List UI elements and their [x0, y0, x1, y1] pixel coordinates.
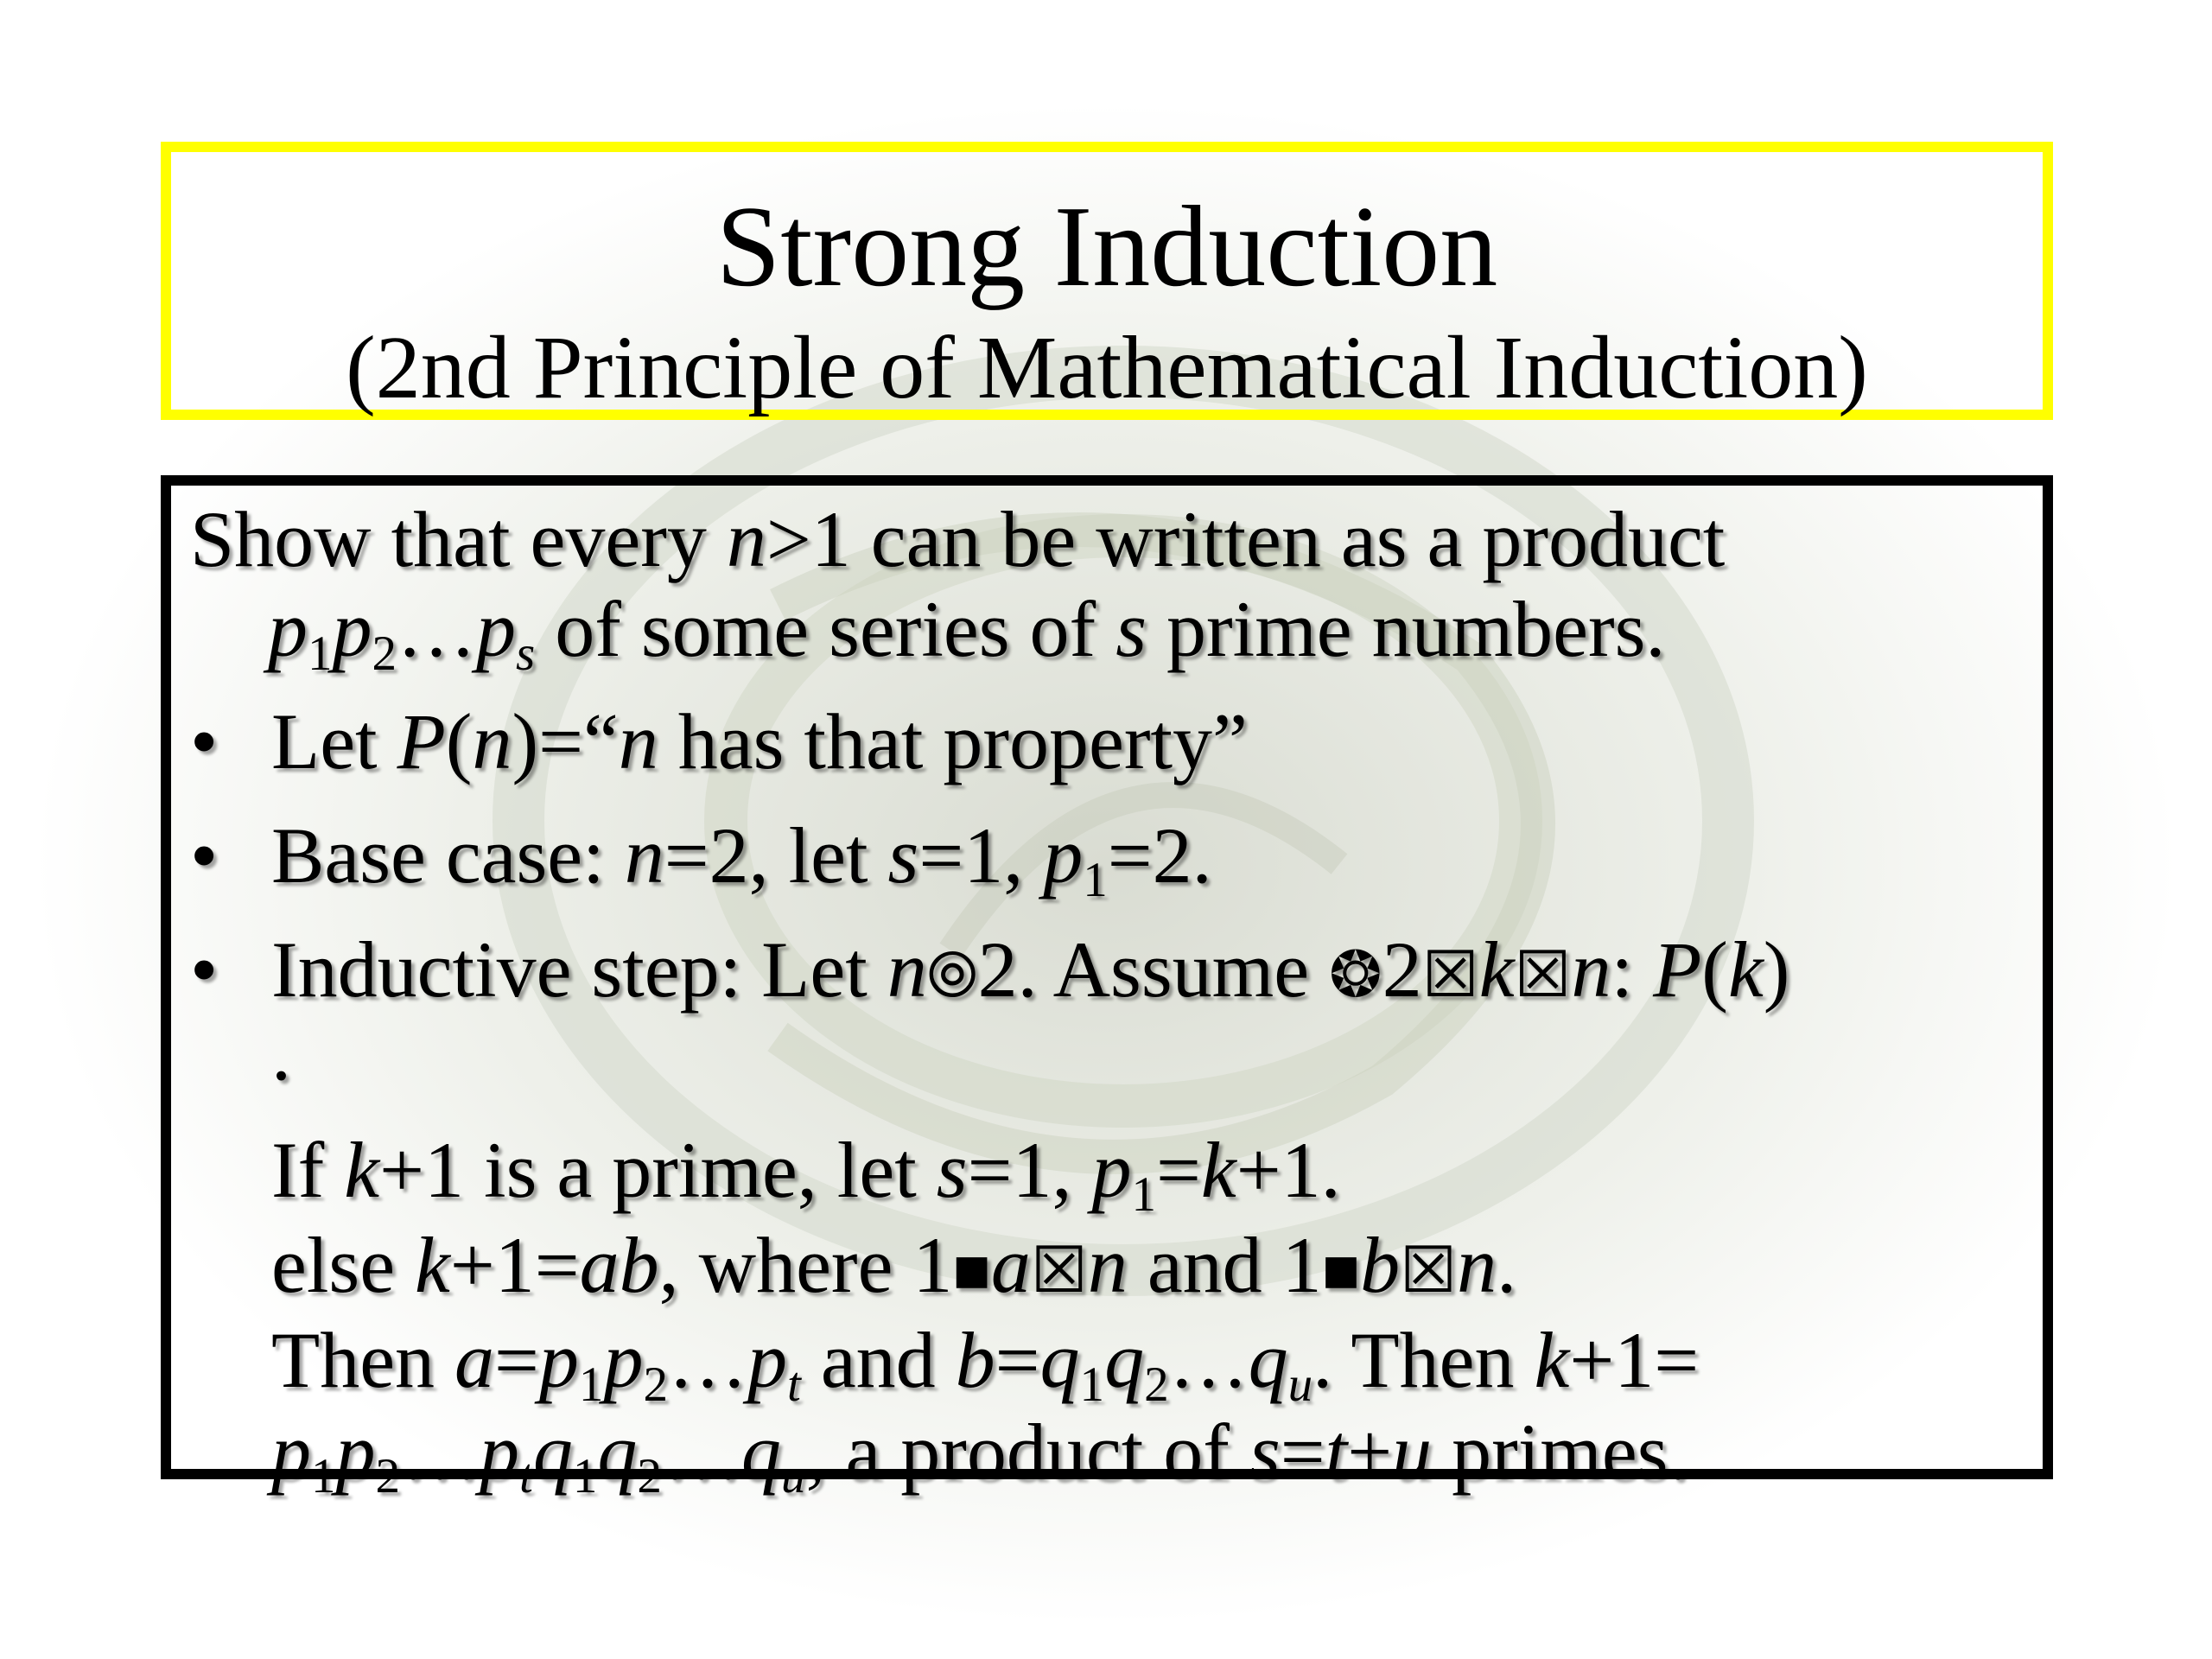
bullet-3: Inductive step: Let n⦾2. Assume ❂2☒k☒n: P(k)	[271, 926, 1789, 1018]
boxed-x-icon: ☒	[1030, 1235, 1088, 1306]
slide-subtitle: (2nd Principle of Mathematical Induction)	[346, 318, 1868, 417]
black-square-icon: ■	[1321, 1235, 1361, 1306]
slide-title: Strong Induction	[715, 182, 1498, 310]
step-line-1: If k+1 is a prime, let s=1, $p_1=k+1$.	[271, 1126, 1341, 1222]
bullet-3-wrap: .	[271, 1008, 291, 1096]
black-square-icon: ■	[952, 1235, 991, 1306]
bullet-2: Base case: n=2, let s=1, $p_1=2$.	[271, 811, 1212, 907]
boxed-x-icon: ☒	[1400, 1235, 1458, 1306]
bullet-marker: •	[190, 925, 219, 1014]
boxed-x-icon: ☒	[1421, 939, 1479, 1010]
spiderweb-icon: ❂	[1329, 939, 1382, 1010]
bullet-marker: •	[190, 811, 219, 899]
dvd-disc-icon: ⦾	[926, 939, 978, 1010]
intro-line-1: Show that every n>1 can be written as a product	[190, 495, 1726, 583]
step-line-4: $p_1p_2\dots p_tq_1q_2\dots q_u$, a product of s=t+u primes.	[271, 1408, 1688, 1503]
intro-line-2: $p_1p_2\dots p_s$ of some series of s prime numbers.	[268, 585, 1666, 681]
bullet-marker: •	[190, 697, 219, 785]
bullet-1: Let P(n)=“n has that property”	[271, 697, 1248, 785]
step-line-3: Then $a=p_1p_2\dots p_t$ and $b=q_1q_2\dots q_u$. Then k+1=	[271, 1316, 1700, 1412]
step-line-2: else k+1=ab, where 1■a☒n and 1■b☒n.	[271, 1222, 1516, 1313]
title-box	[161, 142, 2053, 420]
boxed-x-icon: ☒	[1514, 939, 1572, 1010]
